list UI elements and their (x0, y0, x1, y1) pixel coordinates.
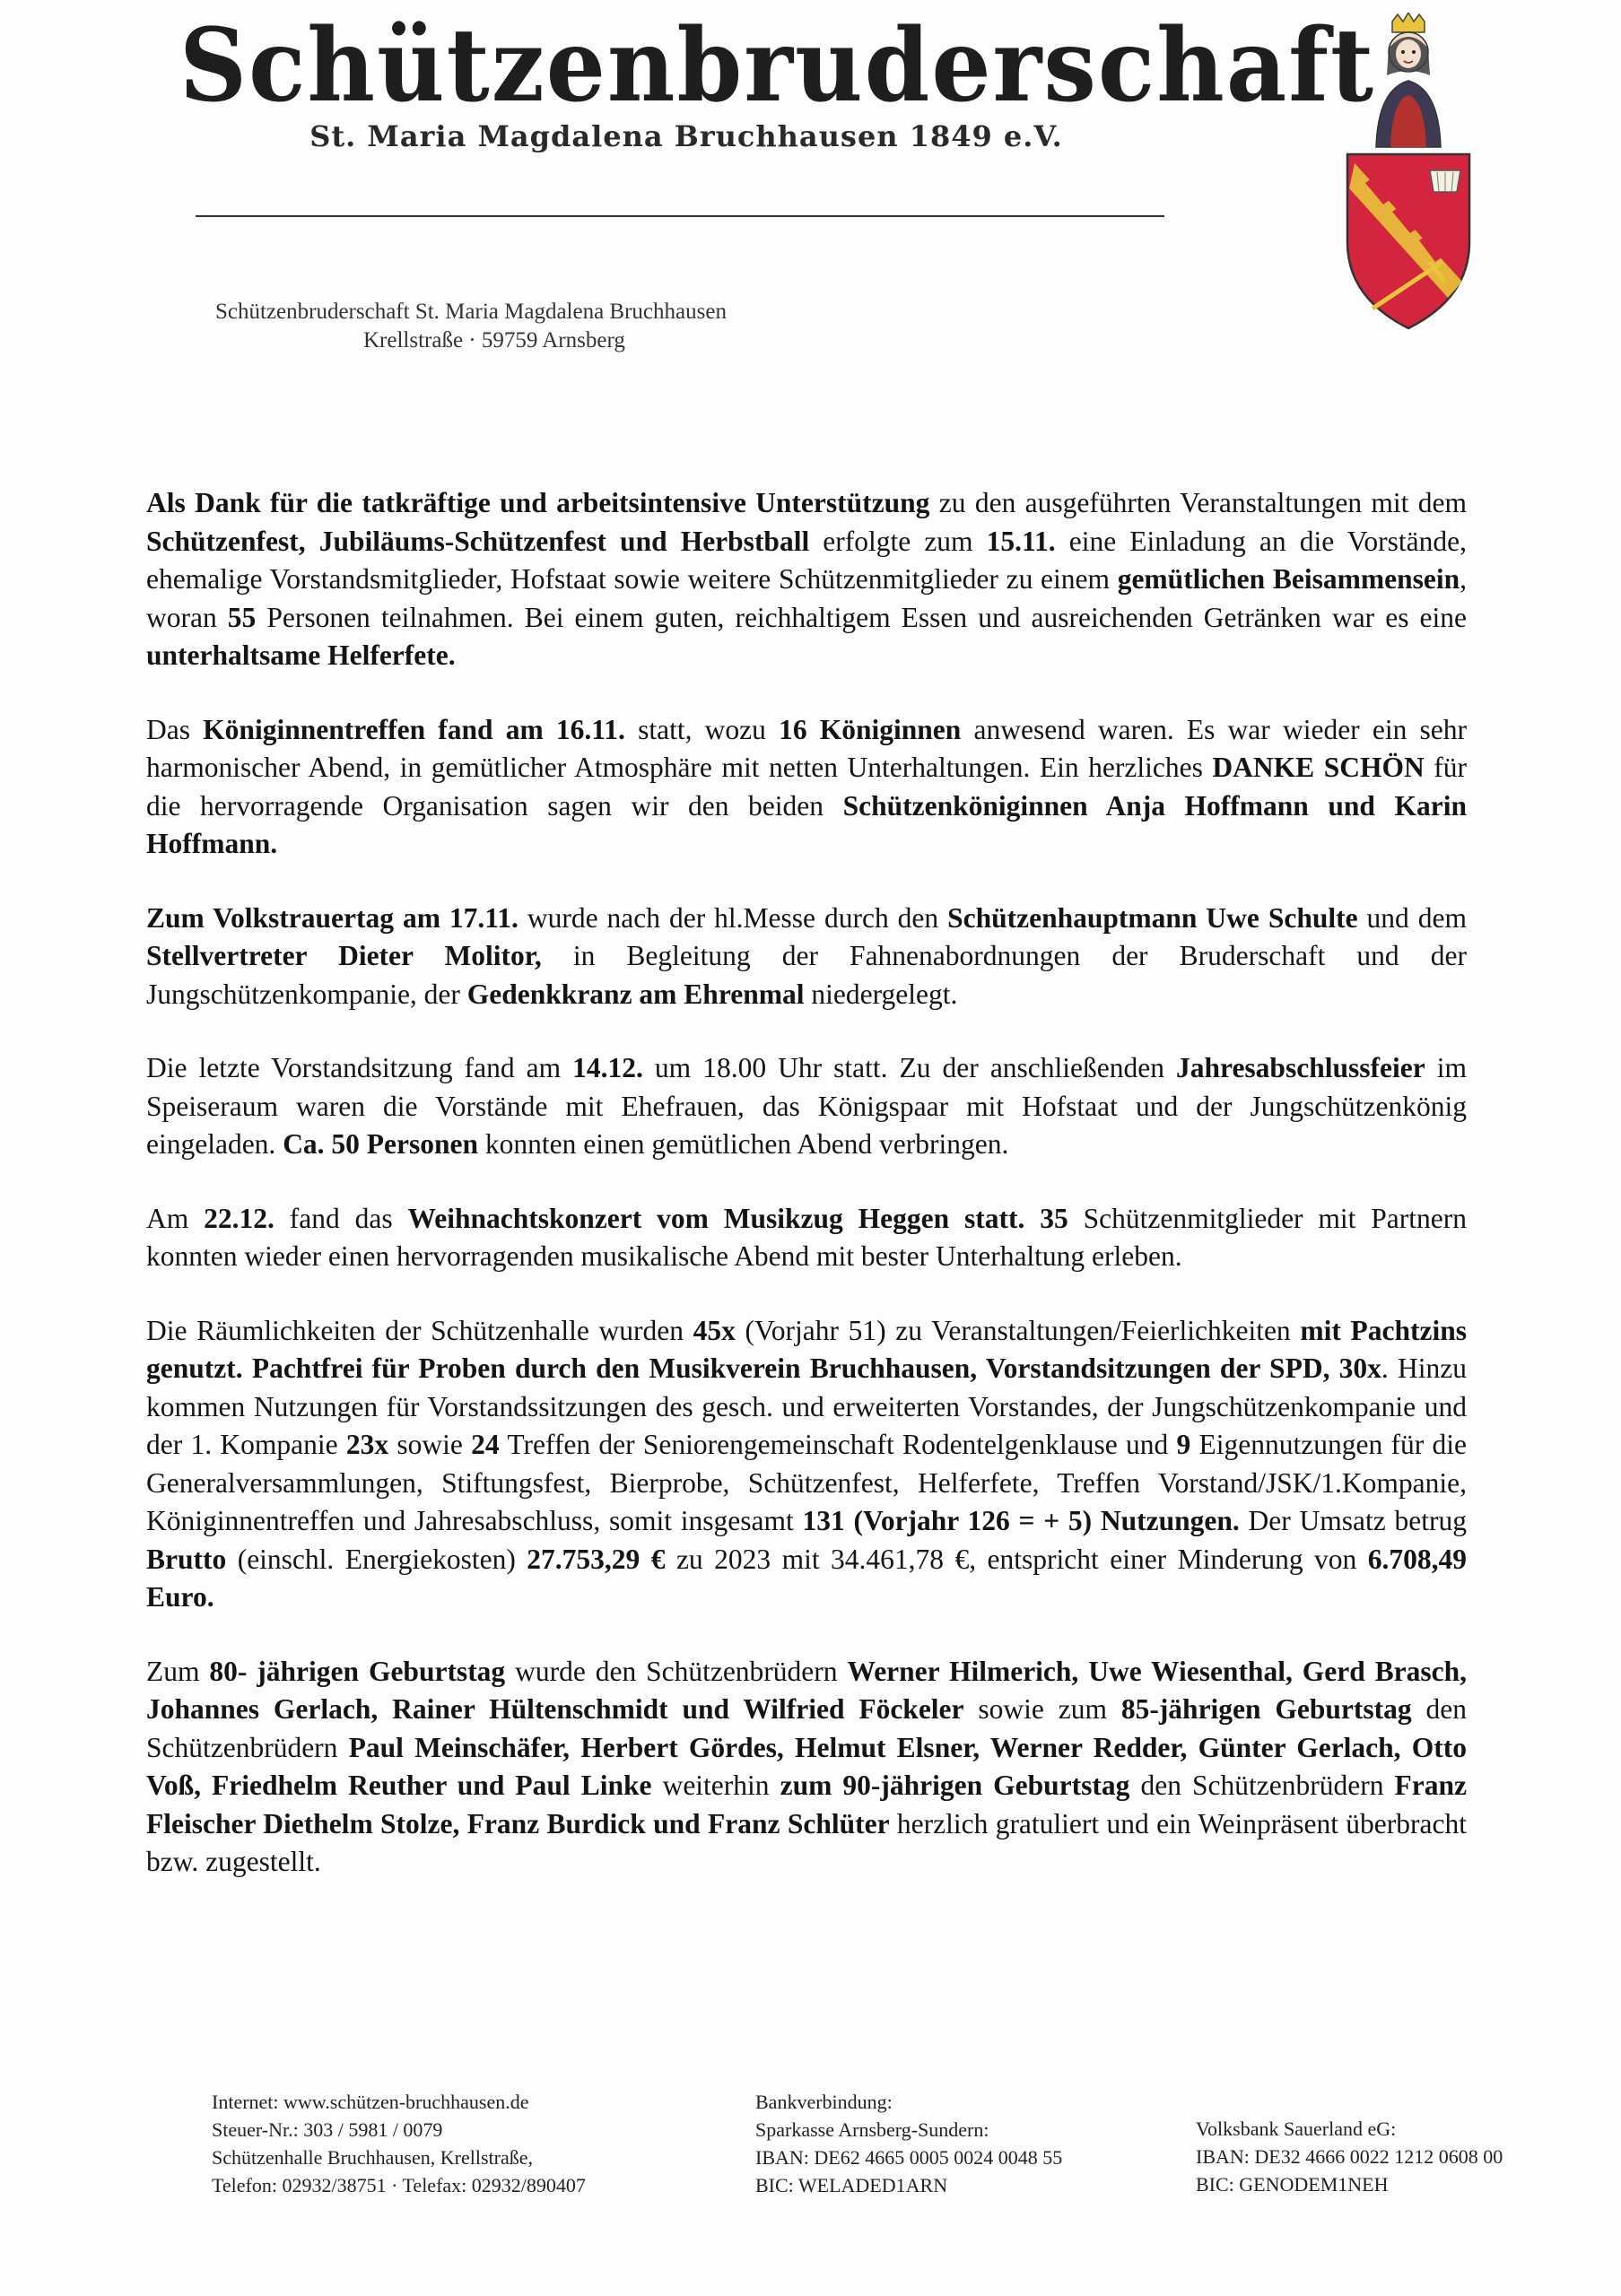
emphasis-text: 55 (227, 601, 257, 633)
organization-subtitle: St. Maria Magdalena Bruchhausen 1849 e.V. (309, 119, 1063, 154)
emphasis-text: gemütlichen Beisammensein (1117, 563, 1460, 595)
footer-line: Steuer-Nr.: 303 / 5981 / 0079 (212, 2118, 443, 2141)
return-address-line-2: Krellstraße · 59759 Arnsberg (363, 328, 625, 352)
body-text-run: (Vorjahr 51) zu Veranstaltungen/Feierlichkeiten (735, 1314, 1301, 1346)
emphasis-text: 24 (471, 1429, 500, 1460)
body-text-run: zu 2023 mit 34.461,78 €, entspricht einer Minderung von (665, 1543, 1368, 1575)
letterhead-divider (196, 215, 1164, 217)
emphasis-text: Brutto (146, 1543, 227, 1575)
emphasis-text: 45x (693, 1314, 736, 1346)
body-text-run: zu den ausgeführten Veranstaltungen mit dem (929, 487, 1468, 518)
body-text-run: sowie (388, 1429, 472, 1460)
body-text-run: (einschl. Energiekosten) (226, 1543, 527, 1575)
emphasis-text: unterhaltsame Helferfete. (146, 639, 456, 671)
paragraph-6 (146, 1312, 1467, 1617)
emphasis-text: 27.753,29 € (527, 1543, 666, 1575)
body-text-run: Treffen der Seniorengemeinschaft Rodentelgenklause und (499, 1429, 1177, 1460)
emphasis-text: Königinnentreffen fand am 16.11. (203, 713, 625, 745)
body-text-run: für die hervorragende Organisation sagen wir den beiden (146, 752, 1467, 822)
body-text-run: erfolgte zum (809, 525, 987, 557)
body-text-run: statt, wozu (624, 713, 780, 745)
return-address (215, 298, 727, 355)
paragraph-4 (146, 1049, 1467, 1164)
body-text-run: Die Räumlichkeiten der Schützenhalle wurden (146, 1314, 693, 1346)
footer-line: Bankverbindung: (755, 2091, 893, 2113)
emphasis-text: zum 90-jährigen Geburtstag (780, 1770, 1130, 1801)
body-text-run: Das (146, 713, 204, 745)
organization-name: Schützenbruderschaft (179, 5, 1375, 125)
body-text-run: den Schützenbrüdern (146, 1693, 1467, 1763)
body-text-run: niedergelegt. (804, 978, 958, 1010)
body-text-run: um 18.00 Uhr statt. Zu der anschließenden (642, 1052, 1177, 1083)
footer-line: Schützenhalle Bruchhausen, Krellstraße, (212, 2146, 533, 2169)
body-text-run: weiterhin (651, 1770, 780, 1801)
emphasis-text: DANKE SCHÖN (1212, 752, 1425, 783)
emphasis-text: Schützenfest, Jubiläums-Schützenfest und Herbstball (146, 525, 810, 557)
body-text-run: den Schützenbrüdern (1129, 1770, 1395, 1801)
letter-body (146, 484, 1467, 1918)
emphasis-text: Schützenköniginnen Anja Hoffmann und Karin Hoffmann. (146, 789, 1467, 859)
letterhead (179, 5, 1375, 154)
body-text-run: wurde nach der hl.Messe durch den (518, 901, 948, 934)
body-text-run: Schützenmitglieder mit Partnern konnten wieder einen hervorragenden musikalische Abend mit bester Unterhaltung erleben. (146, 1202, 1468, 1272)
emphasis-text: Schützenhauptmann Uwe Schulte (947, 901, 1358, 934)
emphasis-text: mit Pachtzins genutzt. Pachtfrei für Proben durch den Musikverein Bruchhausen, Vorstandsitzungen der SPD, 30x (146, 1314, 1467, 1384)
footer-line: IBAN: DE32 4666 0022 1212 0608 00 (1196, 2145, 1503, 2168)
footer-bank-sparkasse (755, 2088, 1062, 2199)
footer-line: BIC: WELADED1ARN (755, 2174, 948, 2196)
emphasis-text: 80- jährigen Geburtstag (209, 1655, 506, 1687)
emphasis-text: Werner Hilmerich, Uwe Wiesenthal, Gerd Brasch, Johannes Gerlach, Rainer Hültenschmidt und Wilfried Föckeler (146, 1655, 1467, 1725)
emphasis-text: Jahresabschlussfeier (1176, 1052, 1425, 1083)
body-text-run: wurde den Schützenbrüdern (505, 1655, 848, 1687)
footer-contact (212, 2088, 586, 2199)
footer-line: Internet: www.schützen-bruchhausen.de (212, 2091, 529, 2113)
emphasis-text: Stellvertreter Dieter Molitor, (146, 940, 542, 971)
body-text-run: konnten einen gemütlichen Abend verbringen. (478, 1128, 1009, 1160)
body-text-run: , woran (146, 563, 1467, 633)
emphasis-text: 85-jährigen Geburtstag (1120, 1693, 1412, 1725)
paragraph-7 (146, 1653, 1467, 1882)
footer-line: Volksbank Sauerland eG: (1196, 2118, 1397, 2140)
emphasis-text: 9 (1176, 1429, 1191, 1460)
coat-of-arms-icon (1337, 13, 1480, 335)
body-text-run: herzlich gratuliert und ein Weinpräsent überbracht bzw. zugestellt. (146, 1807, 1467, 1877)
body-text-run: Die letzte Vorstandsitzung fand am (146, 1052, 573, 1083)
body-text-run: Personen teilnahmen. Bei einem guten, reichhaltigem Essen und ausreichenden Getränken war es eine (256, 601, 1467, 633)
footer-line: Telefon: 02932/38751 · Telefax: 02932/890407 (212, 2174, 586, 2196)
body-text-run: und dem (1357, 901, 1467, 934)
emphasis-text: 22.12. (204, 1202, 275, 1234)
body-text-run: im Speiseraum waren die Vorstände mit Ehefrauen, das Königspaar mit Hofstaat und der Jungschützenkönig eingeladen. (146, 1052, 1467, 1160)
footer-line: IBAN: DE62 4665 0005 0024 0048 55 (755, 2146, 1063, 2169)
body-text-run: eine Einladung an die Vorstände, ehemalige Vorstandsmitglieder, Hofstaat sowie weitere Schützenmitglieder zu einem (146, 525, 1467, 595)
return-address-line-1: Schützenbruderschaft St. Maria Magdalena Bruchhausen (215, 300, 727, 324)
body-text-run: fand das (274, 1202, 408, 1234)
body-text-run: anwesend waren. Es war wieder ein sehr harmonischer Abend, in gemütlicher Atmosphäre mit netten Unterhaltungen. Ein herzliches (146, 713, 1467, 783)
paragraph-2 (146, 711, 1467, 864)
body-text-run: Am (146, 1202, 205, 1234)
emphasis-text: 131 (Vorjahr 126 = + 5) Nutzungen. (802, 1505, 1240, 1536)
paragraph-3 (146, 900, 1467, 1014)
emphasis-text: Ca. 50 Personen (283, 1128, 479, 1160)
emphasis-text: 16 Königinnen (779, 713, 962, 745)
emphasis-text: 14.12. (572, 1052, 643, 1083)
emphasis-text: 15.11. (986, 525, 1056, 557)
body-text-run: in Begleitung der Fahnenabordnungen der Bruderschaft und der Jungschützenkompanie, der (146, 940, 1467, 1010)
footer-line: BIC: GENODEM1NEH (1196, 2173, 1389, 2196)
emphasis-text: Weihnachtskonzert vom Musikzug Heggen statt. 35 (407, 1202, 1068, 1234)
emphasis-text: Als Dank für die tatkräftige und arbeitsintensive Unterstützung (146, 487, 930, 518)
emphasis-text: 23x (345, 1429, 389, 1460)
emphasis-text: Paul Meinschäfer, Herbert Gördes, Helmut Elsner, Werner Redder, Günter Gerlach, Otto Voß, Friedhelm Reuther und Paul Linke (146, 1731, 1467, 1801)
emphasis-text: Zum Volkstrauertag am 17.11. (146, 901, 519, 934)
paragraph-1 (146, 484, 1467, 675)
body-text-run: sowie zum (963, 1693, 1121, 1725)
body-text-run: Der Umsatz betrug (1239, 1505, 1467, 1536)
paragraph-5 (146, 1200, 1467, 1276)
body-text-run: . Hinzu kommen Nutzungen für Vorstandssitzungen des gesch. und erweiterten Vorstandes, der Jungschützenkompanie und der 1. Kompanie (146, 1352, 1467, 1460)
footer-line: Sparkasse Arnsberg-Sundern: (755, 2118, 989, 2141)
body-text-run: Zum (146, 1655, 210, 1687)
footer-bank-volksbank (1196, 2115, 1503, 2198)
body-text-run: Eigennutzungen für die Generalversammlungen, Stiftungsfest, Bierprobe, Schützenfest, Helferfete, Treffen Vorstand/JSK/1.Kompanie, Königinnentreffen und Jahresabschluss, somit insgesamt (146, 1429, 1467, 1536)
emphasis-text: Franz Fleischer Diethelm Stolze, Franz Burdick und Franz Schlüter (146, 1770, 1467, 1839)
emphasis-text: 6.708,49 Euro. (146, 1543, 1467, 1613)
emphasis-text: Gedenkkranz am Ehrenmal (466, 978, 805, 1010)
